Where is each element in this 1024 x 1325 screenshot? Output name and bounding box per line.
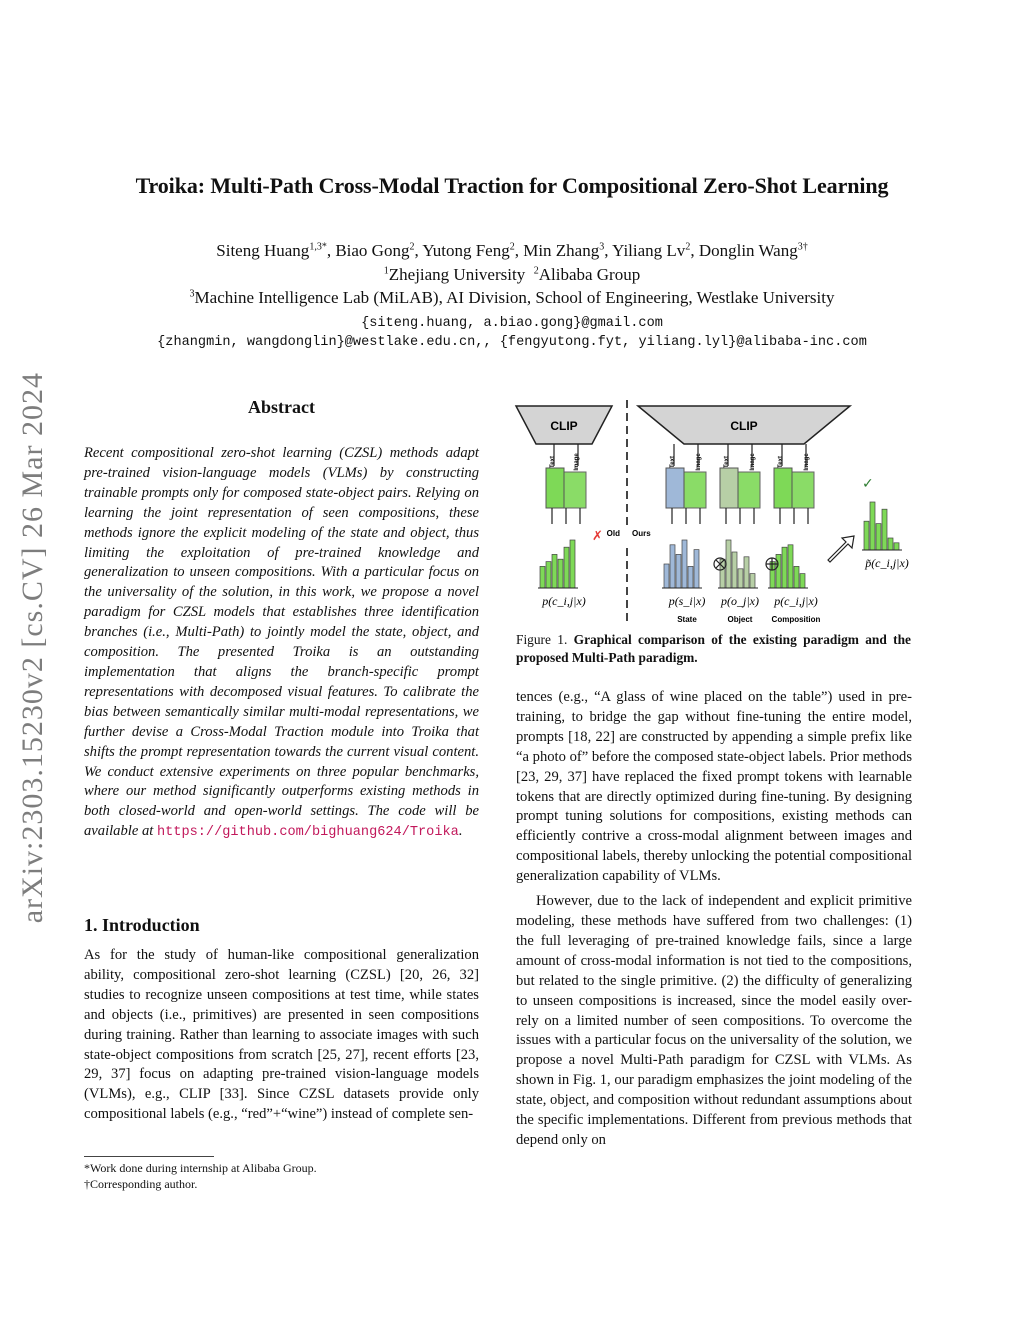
email-line-1: {siteng.huang, a.biao.gong}@gmail.com	[361, 316, 663, 331]
image-feature-state	[684, 472, 706, 508]
footnote-rule	[84, 1156, 214, 1157]
text-feature-object	[720, 468, 738, 508]
email-line-2: {zhangmin, wangdonglin}@westlake.edu.cn,, {fengyutong.fyt, yiliang.lyl}@alibaba-inc.com	[157, 335, 867, 350]
aggregation-arrow-icon	[828, 536, 854, 562]
hist-old-bar-3	[552, 554, 557, 588]
hist-object-bar-2	[726, 540, 731, 588]
introduction-left-column: As for the study of human-like compositional generalization ability, compositional zero-shot learning (CZSL) [20, 26, 32] studies to recognize unseen compositions at test time, while states and objects (i.e., primitives) are presented in seen compositions during training. Rather than learning to associate images with such state-object compositions from scratch [25, 27], recent efforts [23, 29, 37] focus on adapting pre-trained vision-language models (VLMs), e.g., CLIP [33]. Since CZSL datasets provide only compositional labels (e.g., “red”+“wine”) instead of complete sen-	[84, 947, 479, 1123]
hist-final-bar-6	[894, 543, 899, 550]
hist-state-bar-6	[694, 550, 699, 588]
p-object-label: p(o_j|x)	[721, 594, 759, 608]
clip-label-ours: CLIP	[730, 419, 758, 433]
image-feature-object	[738, 472, 760, 508]
hist-object-bar-6	[750, 574, 755, 588]
hist-state-bar-4	[682, 540, 687, 588]
affiliation-line-2: $^3$Machine Intelligence Lab (MiLAB), AI Division, School of Engineering, Westlake University	[189, 288, 835, 307]
figure-1	[514, 398, 924, 630]
p-tilde-label: p̃(c_i,j|x)	[865, 556, 909, 570]
author-list: Siteng Huang$^{1,3*}$, Biao Gong$^2$, Yutong Feng$^2$, Min Zhang$^3$, Yiliang Lv$^2$, Donglin Wang$^{3\dagger}$	[216, 241, 808, 260]
hist-composition-bar-6	[800, 574, 805, 588]
hist-composition-bar-4	[788, 545, 793, 588]
footnote-2: †Corresponding author.	[84, 1177, 198, 1191]
check-mark-icon: ✓	[862, 475, 874, 491]
hist-old-bar-1	[540, 566, 545, 588]
intro-paragraph-continued: tences (e.g., “A glass of wine placed on the table”) used in pre-training, to bridge the gap without fine-tuning the entire model, prompts [18, 22] are constructed by appending a simple prefix like “a photo of” before the composed state-object labels. Prior methods [23, 29, 37] have replaced the fixed prompt tokens with learnable tokens that are directly optimized during fine-tuning. By designing prompt tuning solutions for compositions, existing methods can efficiently contrive a cross-modal alignment between images and compositional labels, thereby unlocking the potential compositional generalization capability of VLMs.	[516, 689, 912, 885]
hist-object-bar-5	[744, 557, 749, 588]
hist-old-bar-5	[564, 547, 569, 588]
hist-composition-bar-3	[782, 547, 787, 588]
text-feature-state	[666, 468, 684, 508]
clip-label-old: CLIP	[550, 419, 578, 433]
image-tag-state: Image	[696, 453, 702, 471]
composition-label: Composition	[771, 615, 821, 624]
hist-final-bar-5	[888, 538, 893, 550]
hist-final-bar-2	[870, 502, 875, 550]
affiliation-line-1: $^1$Zhejiang University $^2$Alibaba Group	[383, 265, 641, 284]
hist-state-bar-3	[676, 554, 681, 588]
object-label: Object	[727, 615, 753, 624]
code-link[interactable]: https://github.com/bighuang624/Troika	[156, 825, 459, 841]
p-comp-old-label: p(c_i,j|x)	[542, 594, 586, 608]
hist-state-bar-1	[664, 564, 669, 588]
hist-old-bar-2	[546, 562, 551, 588]
hist-final-bar-1	[864, 521, 869, 550]
hist-old-bar-6	[570, 540, 575, 588]
image-tag-object: Image	[750, 453, 756, 471]
introduction-heading: 1. Introduction	[84, 915, 200, 935]
hist-object-bar-4	[738, 569, 743, 588]
ours-label: Ours	[632, 529, 651, 538]
text-feature-old	[546, 468, 564, 508]
p-state-label: p(s_i|x)	[668, 594, 706, 608]
p-comp-ours-label: p(c_i,j|x)	[774, 594, 818, 608]
intro-paragraph-challenges: However, due to the lack of independent and explicit primitive modeling, these methods have suffered from two challenges: (1) the full leveraging of pre-trained knowledge fails, since a large amount of cross-modal information is not tied to the compositions, but related to the single primitive. (2) the difficulty of generalizing to unseen compositions is increased, since the model easily over-rely on a limited number of seen compositions. To overcome the issues with a particular focus on the universality of the solution, we propose a novel Multi-Path paradigm for CZSL with VLMs. As shown in Fig. 1, our paradigm emphasizes the joint modeling of the state, object, and composition without redundant assumptions about the specific implementations. Different from previous methods that depend only on	[516, 893, 912, 1148]
hist-final-bar-4	[882, 509, 887, 550]
footnotes	[84, 1160, 317, 1192]
footnote-1: *Work done during internship at Alibaba Group.	[84, 1161, 317, 1175]
text-tag-old: Text	[550, 456, 556, 468]
introduction-right-column	[516, 688, 912, 1151]
hist-state-bar-2	[670, 545, 675, 588]
hist-composition-bar-5	[794, 566, 799, 588]
text-tag-state: Text	[670, 456, 676, 468]
abstract-body: Recent compositional zero-shot learning (CZSL) methods adapt pre-trained vision-language models (VLMs) by constructing trainable prompts only for composed state-object pairs. Relying on learning the joint representation of seen compositions, these methods ignore the explicit modeling of the state and object, thus limiting the exploitation of pre-trained knowledge and generalization to unseen compositions. With a particular focus on the universality of the solution, in this work, we propose a novel paradigm for CZSL models that establishes three identification branches (i.e., Multi-Path) to jointly model the state, object, and composition. The presented Troika is an outstanding implementation that aligns the branch-specific prompt representations with decomposed visual features. To calibrate the bias between semantically similar multi-modal representations, we further devise a Cross-Modal Traction module into Troika that shifts the prompt representation towards the current visual content. We conduct extensive experiments on three popular benchmarks, where our method significantly outperforms existing methods in both closed-world and open-world settings. The code will be available at https://github.com/bighuang624/Troika.	[84, 445, 479, 841]
figure-caption: Figure 1. Graphical comparison of the existing paradigm and the proposed Multi-Path paradigm.	[516, 632, 911, 665]
text-tag-composition: Text	[778, 456, 784, 468]
image-feature-composition	[792, 472, 814, 508]
hist-old-bar-4	[558, 559, 563, 588]
old-label: Old	[606, 529, 620, 538]
hist-final-bar-3	[876, 524, 881, 550]
image-feature-old	[564, 472, 586, 508]
hist-object-bar-3	[732, 552, 737, 588]
text-tag-object: Text	[724, 456, 730, 468]
arxiv-stamp: arXiv:2303.15230v2 [cs.CV] 26 Mar 2024	[16, 372, 49, 924]
hist-state-bar-5	[688, 566, 693, 588]
paper-title: Troika: Multi-Path Cross-Modal Traction for Compositional Zero-Shot Learning	[135, 173, 889, 198]
image-tag-old: Image	[574, 453, 580, 471]
text-feature-composition	[774, 468, 792, 508]
abstract-heading: Abstract	[248, 397, 315, 417]
image-tag-composition: Image	[804, 453, 810, 471]
cross-mark-icon: ✗	[592, 528, 603, 543]
state-label: State	[677, 615, 697, 624]
